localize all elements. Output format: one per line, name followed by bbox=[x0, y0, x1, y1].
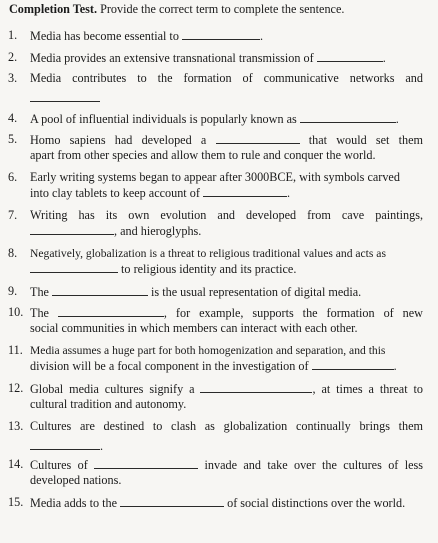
worksheet-heading bbox=[9, 2, 344, 17]
answer-blank bbox=[216, 132, 300, 144]
answer-blank bbox=[317, 50, 383, 62]
answer-blank bbox=[182, 28, 260, 40]
question-text: Media adds to the bbox=[30, 496, 117, 510]
answer-blank bbox=[58, 305, 164, 317]
answer-blank bbox=[203, 185, 287, 197]
question-number: 5. bbox=[8, 132, 18, 146]
answer-blank bbox=[120, 495, 224, 507]
question-text: Cultures of bbox=[30, 458, 88, 472]
answer-blank bbox=[200, 381, 312, 393]
question-text: Cultures are destined to clash as globalization continually brings them bbox=[30, 419, 423, 433]
question-text: The bbox=[30, 285, 49, 299]
question-number: 13. bbox=[8, 419, 24, 433]
question-number: 1. bbox=[8, 28, 18, 42]
question-number: 4. bbox=[8, 111, 18, 125]
worksheet-page: Completion Test. Provide the correct term to complete the sentence. 1. Media has become essential to . 2. Media provides an extensive transnational transmission of . 3. Media contributes to the formation of communicative networks and 4. A pool of influential individuals is popularly known as . 5. Homo sapiens had developed a that would set them apart from other species and allow them to rule and conquer the world. 6. Early writing systems began to appear after 3000BCE, with symbols carved into clay tablets to keep account of . 7. Writing has its own evolution and developed from cave paintings, , and hieroglyphs. 8. Negatively, globalization is a threat to religious traditional values and acts as to religious identity and its practice. 9. The is the usual representation of digital media. 10. The , for example, supports the formation of new social communities in which members can interact with each other. 11. Media assumes a huge part for both homogenization and separation, and this division will be a focal component in the investigation of . 12. Global media cultures signify a , at times a threat to cultural tradition and autonomy. 13. Cultures are destined to clash as globalization continually brings them . 14. Cultures of invade and take over the cultures of less developed nations. 15. Media adds to the of social distinctions over the world. bbox=[8, 2, 424, 510]
question-text: Media contributes to the formation of communicative networks and bbox=[30, 71, 423, 85]
question-text: Global media cultures signify a bbox=[30, 382, 195, 396]
question-text: The bbox=[30, 306, 49, 320]
question-text: Media provides an extensive transnational transmission of bbox=[30, 51, 314, 65]
question-number: 12. bbox=[8, 381, 24, 395]
question-number: 6. bbox=[8, 170, 18, 184]
question-number: 3. bbox=[8, 71, 18, 85]
answer-blank bbox=[30, 90, 100, 102]
test-title: Completion Test. bbox=[9, 2, 98, 16]
question-text: A pool of influential individuals is popularly known as bbox=[30, 112, 297, 126]
question-number: 7. bbox=[8, 208, 18, 222]
question-number: 15. bbox=[8, 495, 24, 509]
answer-blank bbox=[300, 111, 396, 123]
answer-blank bbox=[52, 284, 148, 296]
question-number: 10. bbox=[8, 305, 24, 319]
test-instruction: Provide the correct term to complete the sentence. bbox=[100, 2, 345, 16]
question-text: Negatively, globalization is a threat to religious traditional values and acts as bbox=[30, 247, 386, 260]
answer-blank bbox=[30, 223, 114, 235]
question-number: 2. bbox=[8, 50, 18, 64]
answer-blank bbox=[30, 261, 118, 273]
answer-blank bbox=[94, 457, 198, 469]
answer-blank bbox=[30, 438, 100, 450]
question-number: 11. bbox=[8, 343, 23, 357]
question-text: Homo sapiens had developed a bbox=[30, 133, 207, 147]
question-text: Writing has its own evolution and developed from cave paintings, bbox=[30, 208, 423, 222]
question-text: Early writing systems began to appear after 3000BCE, with symbols carved bbox=[30, 170, 400, 184]
question-number: 9. bbox=[8, 284, 18, 298]
question-text: Media has become essential to bbox=[30, 29, 179, 43]
question-number: 8. bbox=[8, 246, 18, 260]
answer-blank bbox=[312, 358, 394, 370]
question-text: Media assumes a huge part for both homogenization and separation, and this bbox=[30, 344, 386, 357]
question-number: 14. bbox=[8, 457, 24, 471]
